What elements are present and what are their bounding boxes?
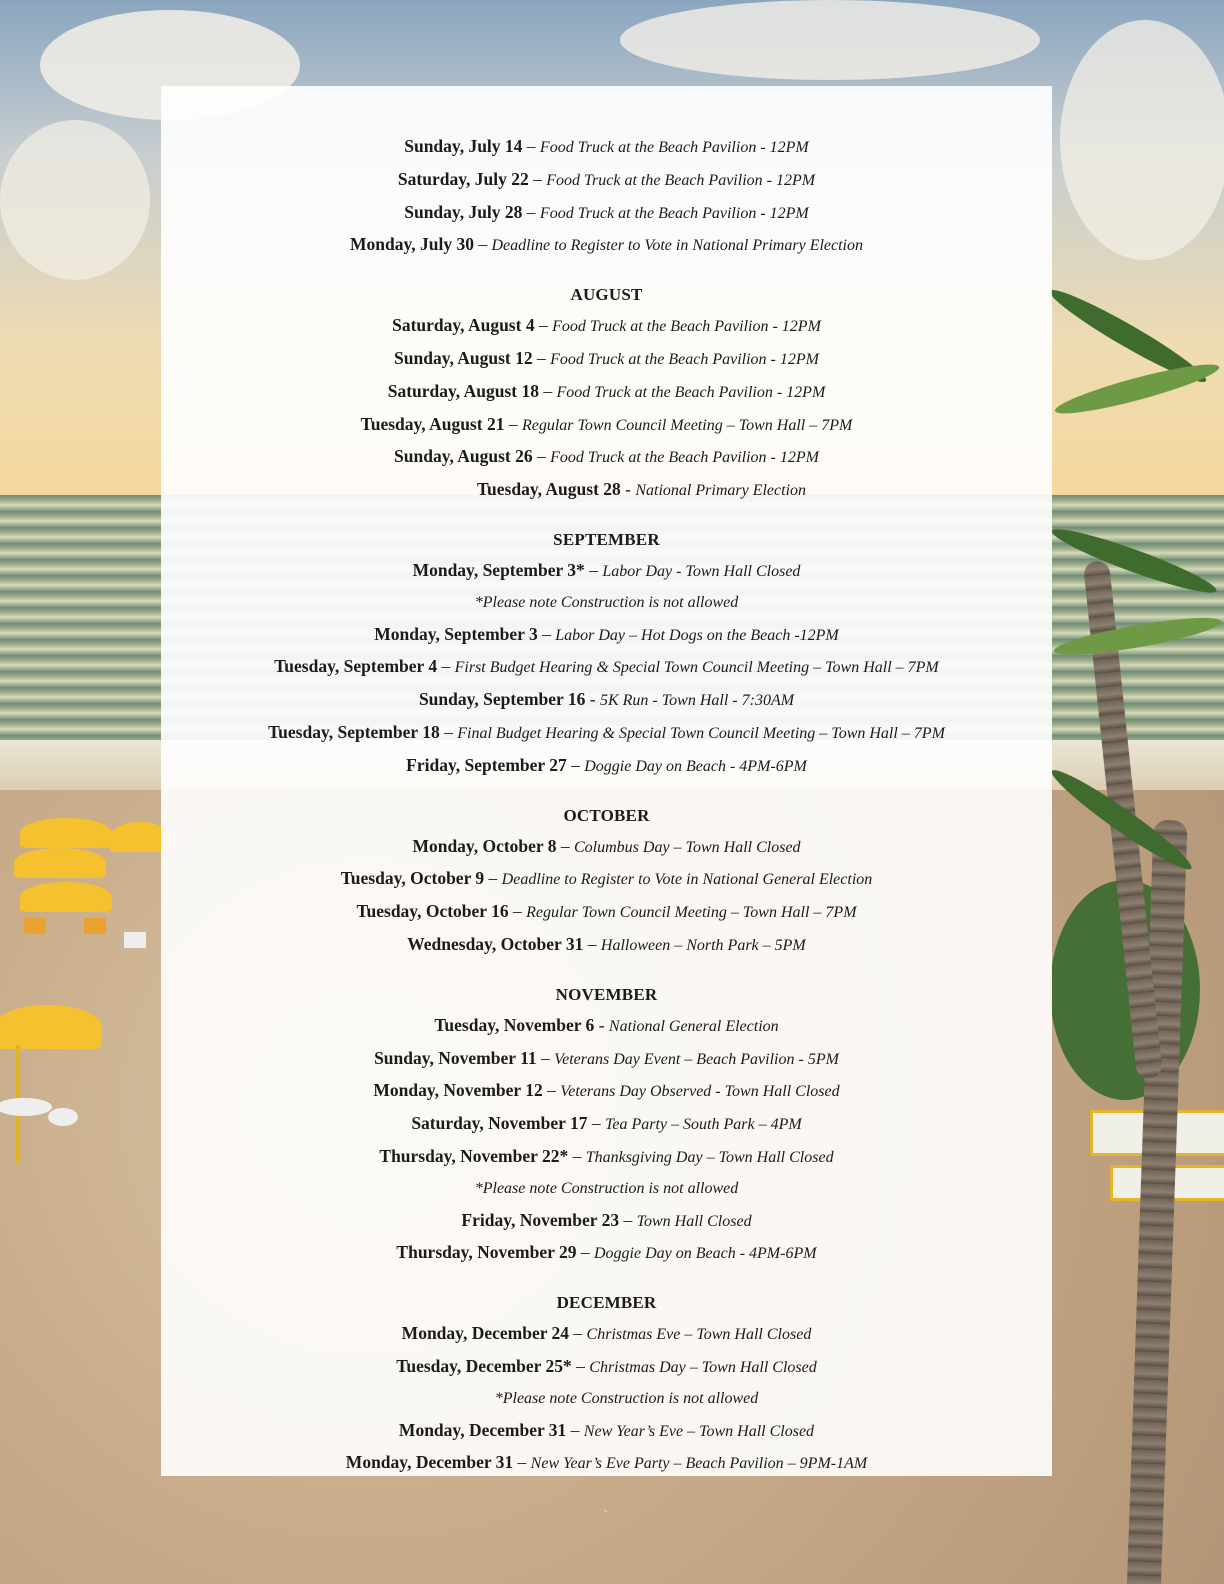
event-row (161, 896, 1052, 929)
event-separator: – (583, 933, 601, 954)
event-description: National Primary Election (635, 482, 807, 500)
event-description: 5K Run - Town Hall - 7:30AM (599, 692, 795, 710)
event-date: Wednesday, October 31 (407, 933, 584, 954)
event-row (161, 1351, 1052, 1384)
cloud (0, 120, 150, 280)
event-row (161, 409, 1052, 442)
event-description: Veterans Day Event – Beach Pavilion - 5PM (554, 1050, 839, 1068)
event-separator: – (484, 868, 502, 889)
event-separator: – (542, 1080, 561, 1101)
event-description: Columbus Day – Town Hall Closed (574, 838, 801, 856)
event-date: Tuesday, October 16 (356, 901, 509, 922)
event-row (161, 229, 1052, 262)
yellow-umbrella (20, 882, 112, 912)
event-description: Food Truck at the Beach Pavilion - 12PM (539, 204, 809, 222)
event-date: Monday, July 30 (350, 234, 474, 255)
event-separator: – (522, 201, 540, 222)
event-description: Tea Party – South Park – 4PM (604, 1116, 802, 1134)
event-separator: – (522, 136, 540, 156)
event-description: Doggie Day on Beach - 4PM-6PM (584, 757, 807, 775)
event-separator: - (585, 689, 600, 710)
event-date: Saturday, August 4 (392, 315, 535, 336)
beach-chair (84, 918, 106, 934)
event-description: New Year’s Eve Party – Beach Pavilion – 9PM-1AM (530, 1455, 868, 1473)
event-row (161, 1010, 1052, 1043)
event-description: Food Truck at the Beach Pavilion - 12PM (546, 171, 816, 189)
event-date: Sunday, August 26 (394, 446, 533, 467)
event-date: Sunday, November 11 (374, 1047, 537, 1068)
event-row (161, 1141, 1052, 1174)
event-date: Friday, November 23 (461, 1209, 620, 1230)
event-separator: - (594, 1014, 609, 1035)
event-description: Food Truck at the Beach Pavilion - 12PM (539, 139, 809, 156)
event-date: Tuesday, October 9 (340, 868, 485, 889)
event-description: Thanksgiving Day – Town Hall Closed (585, 1148, 834, 1166)
event-date: Monday, December 31 (398, 1419, 567, 1440)
event-separator: – (474, 234, 492, 255)
construction-note: *Please note Construction is not allowed (474, 593, 739, 611)
event-date: Monday, December 24 (401, 1323, 570, 1344)
event-date: Tuesday, September 18 (268, 721, 440, 742)
event-row (161, 555, 1052, 588)
event-date: Saturday, July 22 (397, 168, 529, 189)
event-row (161, 1318, 1052, 1351)
event-row (161, 929, 1052, 962)
event-date: Monday, October 8 (412, 835, 557, 856)
event-description: Halloween – North Park – 5PM (600, 936, 806, 954)
cloud (620, 0, 1040, 80)
event-description: Labor Day - Town Hall Closed (602, 562, 801, 580)
event-row (161, 1043, 1052, 1076)
month-heading: DECEMBER (556, 1293, 657, 1313)
event-description: Labor Day – Hot Dogs on the Beach -12PM (555, 626, 839, 644)
event-row (161, 310, 1052, 343)
event-row (161, 164, 1052, 197)
event-description: Doggie Day on Beach - 4PM-6PM (593, 1245, 817, 1263)
event-separator: – (619, 1209, 637, 1230)
event-separator: – (508, 901, 527, 922)
event-description: New Year’s Eve – Town Hall Closed (583, 1422, 815, 1440)
event-row (161, 376, 1052, 409)
events-calendar (161, 131, 1052, 1480)
event-separator: – (566, 754, 585, 775)
event-row (161, 131, 1052, 164)
event-row (161, 831, 1052, 864)
month-heading: SEPTEMBER (553, 529, 660, 549)
event-row (161, 750, 1052, 783)
event-row (161, 619, 1052, 652)
event-date: Monday, September 3 (374, 623, 538, 644)
event-separator: – (439, 721, 458, 742)
event-description: National General Election (608, 1017, 779, 1035)
event-row (161, 651, 1052, 684)
event-date: Saturday, August 18 (387, 380, 539, 401)
month-heading: NOVEMBER (555, 984, 658, 1004)
event-separator: – (569, 1323, 587, 1344)
event-separator: – (513, 1452, 531, 1473)
event-date: Monday, September 3* (412, 559, 585, 580)
event-date: Tuesday, November 6 (434, 1014, 595, 1035)
cloud (1060, 20, 1224, 260)
event-date: Monday, November 12 (373, 1080, 543, 1101)
beach-chair (124, 932, 146, 948)
event-date: Thursday, November 29 (396, 1242, 577, 1263)
event-row (161, 1415, 1052, 1448)
beach-chair (24, 918, 46, 934)
page-number-mark: ⌞ (603, 1500, 609, 1514)
event-description: Food Truck at the Beach Pavilion - 12PM (550, 350, 819, 368)
event-description: Food Truck at the Beach Pavilion - 12PM (552, 318, 821, 336)
event-row (161, 1108, 1052, 1141)
event-row (161, 1075, 1052, 1108)
event-date: Sunday, July 28 (404, 201, 523, 222)
event-date: Tuesday, August 28 (476, 479, 621, 500)
event-separator: – (584, 559, 603, 580)
event-description: Deadline to Register to Vote in National General Election (501, 871, 873, 889)
event-description: Christmas Day – Town Hall Closed (589, 1358, 817, 1376)
event-row (161, 1205, 1052, 1238)
month-heading: AUGUST (570, 285, 643, 305)
event-date: Tuesday, December 25* (396, 1355, 572, 1376)
event-row (161, 1237, 1052, 1270)
event-separator: – (566, 1419, 584, 1440)
yellow-umbrella (0, 1005, 102, 1049)
event-separator: – (532, 446, 551, 467)
event-description: Christmas Eve – Town Hall Closed (586, 1326, 812, 1344)
event-separator: – (532, 347, 551, 368)
construction-note: *Please note Construction is not allowed (474, 1179, 739, 1197)
event-row (161, 863, 1052, 896)
event-separator: – (437, 656, 455, 677)
event-description: Deadline to Register to Vote in National Primary Election (491, 237, 863, 255)
event-description: Regular Town Council Meeting – Town Hall – 7PM (526, 904, 857, 922)
month-heading: OCTOBER (563, 805, 650, 825)
event-separator: – (571, 1355, 590, 1376)
construction-note: *Please note Construction is not allowed (494, 1389, 759, 1407)
beach-table (48, 1108, 78, 1126)
event-description: Veterans Day Observed - Town Hall Closed (560, 1083, 840, 1101)
event-description: Regular Town Council Meeting – Town Hall – 7PM (521, 416, 853, 434)
event-row (161, 1447, 1052, 1480)
yellow-umbrella (20, 818, 112, 848)
event-description: First Budget Hearing & Special Town Council Meeting – Town Hall – 7PM (454, 659, 939, 677)
event-separator: – (576, 1242, 594, 1263)
event-description: Food Truck at the Beach Pavilion - 12PM (550, 449, 819, 467)
event-separator: – (538, 380, 557, 401)
event-row (161, 441, 1052, 474)
yellow-umbrella (14, 848, 106, 878)
event-date: Tuesday, September 4 (274, 656, 438, 677)
event-separator: – (536, 1047, 555, 1068)
event-date: Monday, December 31 (345, 1452, 514, 1473)
event-separator: – (534, 315, 553, 336)
event-date: Sunday, September 16 (418, 689, 586, 710)
event-description: Final Budget Hearing & Special Town Council Meeting – Town Hall – 7PM (457, 724, 945, 742)
event-description: Town Hall Closed (636, 1212, 752, 1230)
event-separator: – (568, 1145, 586, 1166)
event-separator: – (587, 1113, 605, 1134)
event-date: Sunday, August 12 (394, 347, 533, 368)
event-date: Tuesday, August 21 (360, 413, 505, 434)
event-separator: – (556, 835, 574, 856)
event-date: Sunday, July 14 (404, 136, 523, 156)
event-row (161, 684, 1052, 717)
event-date: Friday, September 27 (406, 754, 567, 775)
event-separator: – (528, 168, 547, 189)
event-separator: - (620, 479, 636, 500)
event-row (161, 197, 1052, 230)
event-row (161, 474, 1052, 507)
event-date: Saturday, November 17 (411, 1113, 588, 1134)
event-separator: – (504, 413, 522, 434)
event-row (161, 717, 1052, 750)
event-description: Food Truck at the Beach Pavilion - 12PM (556, 383, 826, 401)
event-date: Thursday, November 22* (379, 1145, 569, 1166)
event-row (161, 343, 1052, 376)
event-separator: – (537, 623, 556, 644)
